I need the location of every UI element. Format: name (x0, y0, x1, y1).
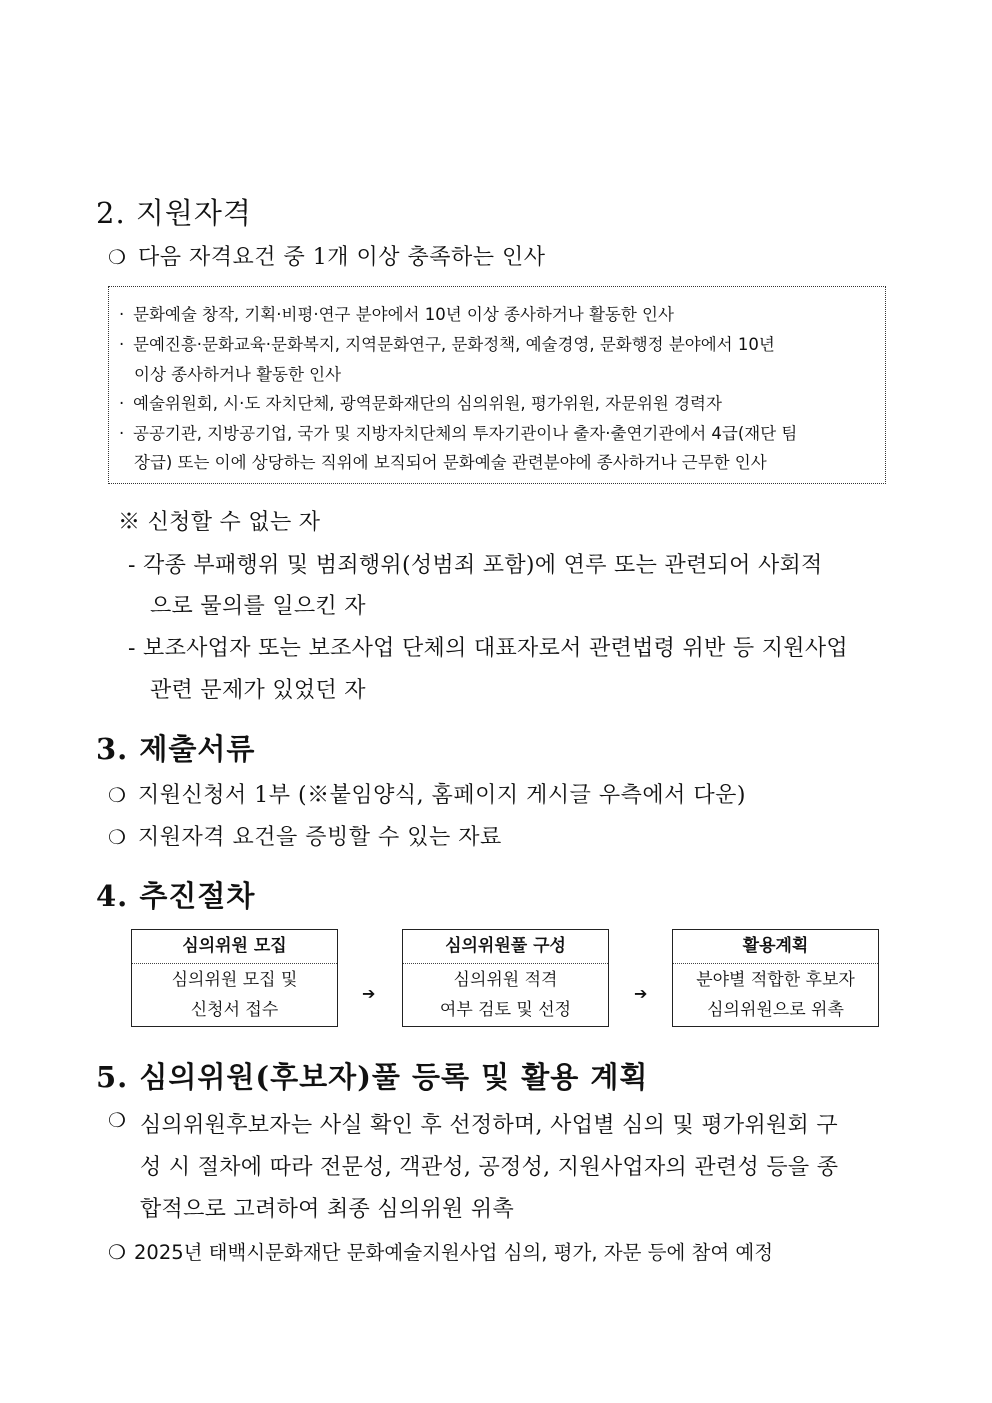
qualification-item-continuation: 장급) 또는 이에 상당하는 직위에 보직되어 문화예술 관련분야에 종사하거나 근무한 인사 (134, 453, 767, 472)
section-3-title: 3. 제출서류 (96, 732, 256, 766)
ineligible-item-continuation: 으로 물의를 일으킨 자 (150, 594, 366, 619)
process-step-body: 분야별 적합한 후보자 심의위원으로 위촉 (696, 970, 855, 1020)
circle-bullet-icon: ❍ (108, 245, 127, 269)
process-step-title: 활용계획 (673, 930, 878, 964)
plan-paragraph-line: 합적으로 고려하여 최종 심의위원 위촉 (140, 1197, 515, 1222)
plan-paragraph-line: 심의위원후보자는 사실 확인 후 선정하며, 사업별 심의 및 평가위원회 구 (140, 1113, 838, 1138)
ineligible-item: - 각종 부패행위 및 범죄행위(성범죄 포함)에 연루 또는 관련되어 사회적 (128, 553, 823, 578)
intro-text: 다음 자격요건 중 1개 이상 충족하는 인사 (138, 245, 546, 270)
qualification-item: · 문화예술 창작, 기획·비평·연구 분야에서 10년 이상 종사하거나 활동한 인사 (119, 305, 674, 324)
section-4-title: 4. 추진절차 (96, 879, 256, 913)
process-step-plan (672, 929, 879, 1027)
plan-item: ❍ 2025년 태백시문화재단 문화예술지원사업 심의, 평가, 자문 등에 참여 예정 (108, 1240, 774, 1264)
process-step-body: 심의위원 적격 여부 검토 및 선정 (439, 970, 572, 1020)
arrow-right-icon: ➔ (362, 984, 376, 1003)
ineligible-item-continuation: 관련 문제가 있었던 자 (150, 678, 366, 703)
document-item: ❍ 지원신청서 1부 (※붙임양식, 홈페이지 게시글 우측에서 다운) (108, 783, 746, 808)
ineligible-item: - 보조사업자 또는 보조사업 단체의 대표자로서 관련법령 위반 등 지원사업 (128, 636, 848, 661)
qualification-item: · 공공기관, 지방공기업, 국가 및 지방자치단체의 투자기관이나 출자·출연기관에서 4급(재단 팀 (119, 424, 798, 443)
process-step-recruit (131, 929, 338, 1027)
ineligible-note: ※ 신청할 수 없는 자 (118, 510, 321, 535)
section-2-intro (108, 240, 546, 271)
qualification-item: · 문예진흥·문화교육·문화복지, 지역문화연구, 문화정책, 예술경영, 문화행정 분야에서 10년 (119, 335, 775, 354)
plan-bullet-row (108, 1108, 138, 1133)
section-5-title: 5. 심의위원(후보자)풀 등록 및 활용 계획 (96, 1060, 649, 1094)
qualification-box (108, 286, 886, 484)
circle-bullet-icon: ❍ (108, 825, 127, 849)
qualification-item: · 예술위원회, 시·도 자치단체, 광역문화재단의 심의위원, 평가위원, 자문위원 경력자 (119, 394, 722, 413)
process-step-title: 심의위원풀 구성 (403, 930, 608, 964)
process-step-title: 심의위원 모집 (132, 930, 337, 964)
qualification-item-continuation: 이상 종사하거나 활동한 인사 (134, 365, 342, 384)
section-2-title: 2. 지원자격 (96, 196, 252, 230)
circle-bullet-icon: ❍ (108, 783, 127, 807)
circle-bullet-icon: ❍ (108, 1240, 126, 1264)
arrow-right-icon: ➔ (634, 984, 648, 1003)
process-step-pool (402, 929, 609, 1027)
process-step-body: 심의위원 모집 및 신청서 접수 (171, 970, 298, 1020)
plan-paragraph-line: 성 시 절차에 따라 전문성, 객관성, 공정성, 지원사업자의 관련성 등을 종 (140, 1155, 839, 1180)
document-item: ❍ 지원자격 요건을 증빙할 수 있는 자료 (108, 825, 502, 850)
circle-bullet-icon: ❍ (108, 1108, 127, 1132)
